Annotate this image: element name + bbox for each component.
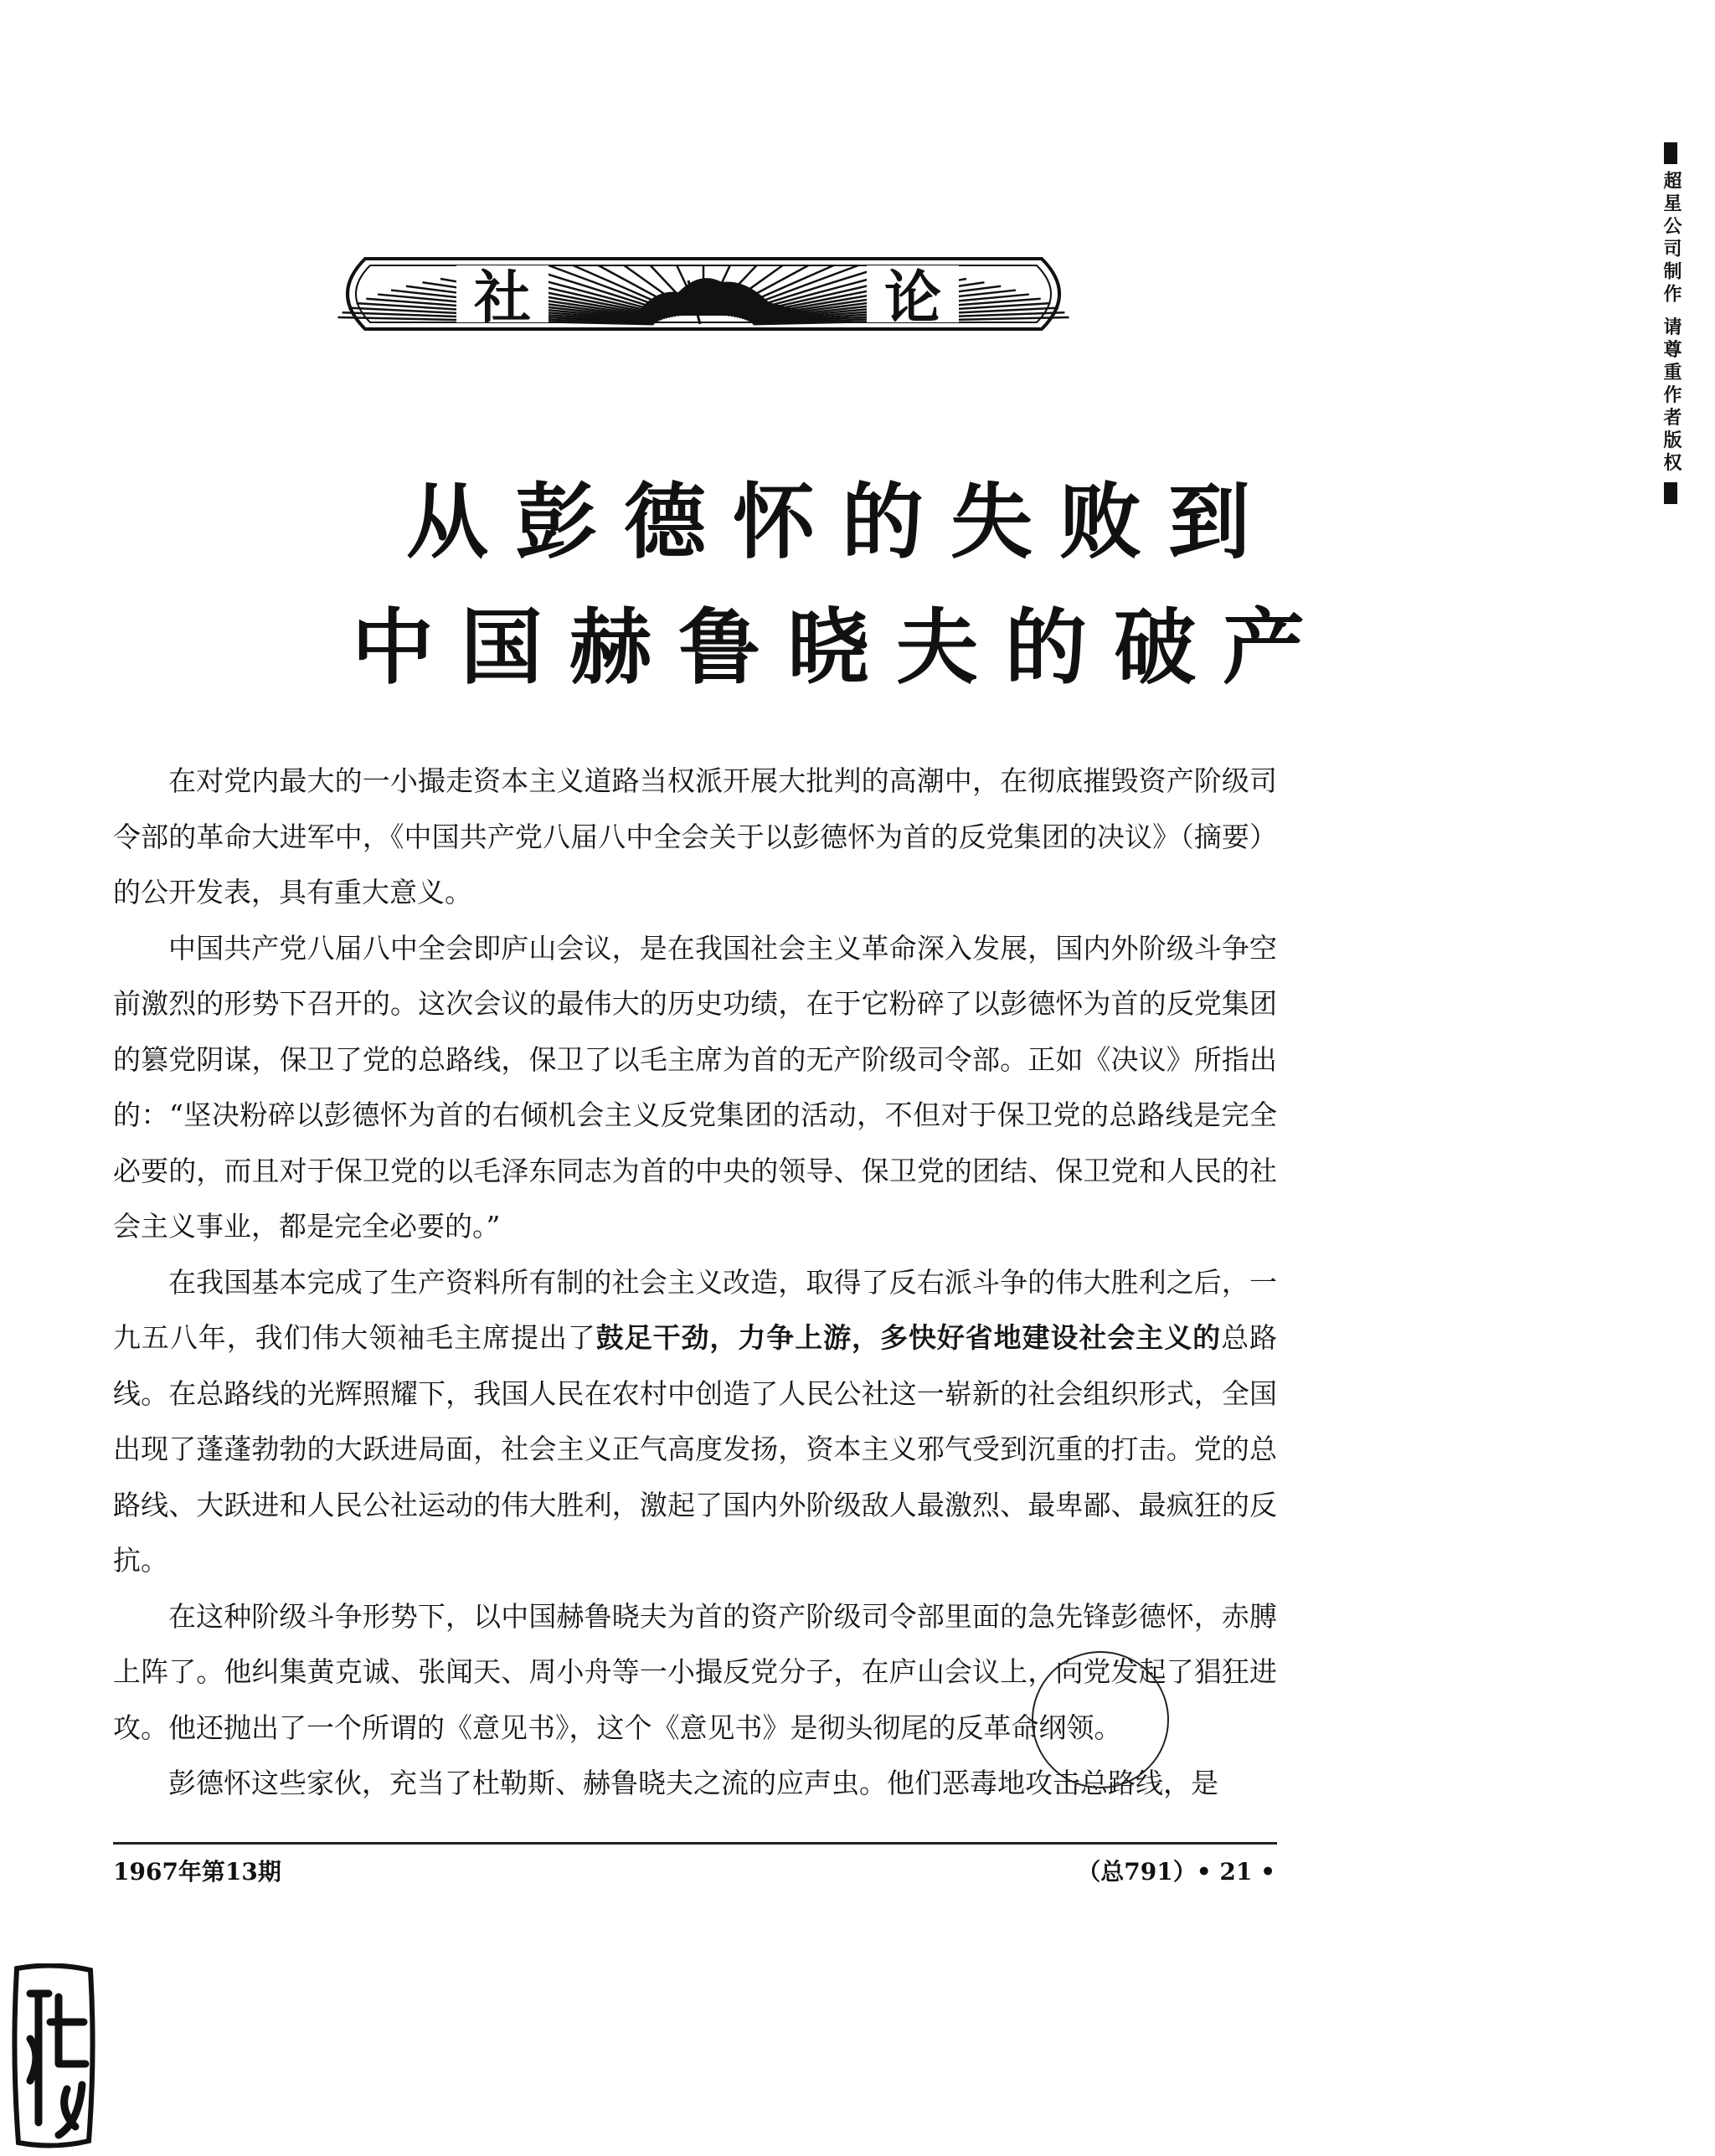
handwritten-circle-mark — [1032, 1651, 1169, 1788]
issue-label: 1967年第13期 — [113, 1858, 281, 1886]
library-seal-icon — [8, 1963, 99, 2149]
footer-rule — [113, 1842, 1277, 1845]
page-number: （总791）• 21 • — [1077, 1858, 1275, 1886]
copyright-stamp — [1654, 142, 1687, 504]
banner-char-right: 论 — [883, 265, 942, 332]
paragraph-3-bold-slogan: 鼓足干劲，力争上游，多快好省地建设社会主义的 — [595, 1321, 1222, 1354]
article-title-line-1: 从彭德怀的失败到 — [405, 475, 1277, 570]
paragraph-3 — [113, 1255, 1277, 1589]
editorial-banner — [327, 255, 1080, 332]
paragraph-3-part-b: 总路线。在总路线的光辉照耀下，我国人民在农村中创造了人民公社这一崭新的社会组织形式，全国出现了蓬蓬勃勃的大跃进局面，社会主义正气高度发扬，资本主义邪气受到沉重的打击。党的总路线、大跃进和人民公社运动的伟大胜利，激起了国内外阶级敌人最激烈、最卑鄙、最疯狂的反抗。 — [113, 1321, 1278, 1577]
paragraph-5: 彭德怀这些家伙，充当了杜勒斯、赫鲁晓夫之流的应声虫。他们恶毒地攻击总路线，是 — [168, 1767, 1218, 1799]
paragraph-1: 在对党内最大的一小撮走资本主义道路当权派开展大批判的高潮中，在彻底摧毁资产阶级司令部的革命大进军中，《中国共产党八届八中全会关于以彭德怀为首的反党集团的决议》（摘要）的公开发表，具有重大意义。 — [113, 764, 1277, 908]
article-title-line-2: 中国赫鲁晓夫的破产 — [351, 600, 1331, 696]
paragraph-3-part-a: 在我国基本完成了生产资料所有制的社会主义改造，取得了反右派斗争的伟大胜利之后，一九五八年，我们伟大领袖毛主席提出了 — [113, 1265, 1277, 1354]
stamp-bar-top — [1664, 142, 1677, 164]
banner-char-left: 社 — [473, 265, 532, 332]
paragraph-4: 在这种阶级斗争形势下，以中国赫鲁晓夫为首的资产阶级司令部里面的急先锋彭德怀，赤膊上阵了。他纠集黄克诚、张闻天、周小舟等一小撮反党分子，在庐山会议上，向党发起了猖狂进攻。他还抛出了一个所谓的《意见书》，这个《意见书》是彻头彻尾的反革命纲领。 — [113, 1599, 1277, 1744]
paragraph-2: 中国共产党八届八中全会即庐山会议，是在我国社会主义革命深入发展，国内外阶级斗争空前激烈的形势下召开的。这次会议的最伟大的历史功绩，在于它粉碎了以彭德怀为首的反党集团的篡党阴谋，保卫了党的总路线，保卫了以毛主席为首的无产阶级司令部。正如《决议》所指出的：“坚决粉碎以彭德怀为首的右倾机会主义反党集团的活动，不但对于保卫党的总路线是完全必要的，而且对于保卫党的以毛泽东同志为首的中央的领导、保卫党的团结、保卫党和人民的社会主义事业，都是完全必要的。” — [113, 931, 1277, 1243]
copyright-stamp-text: 超星公司制作 请尊重作者版权 — [1661, 171, 1682, 476]
stamp-bar-bottom — [1664, 482, 1677, 504]
